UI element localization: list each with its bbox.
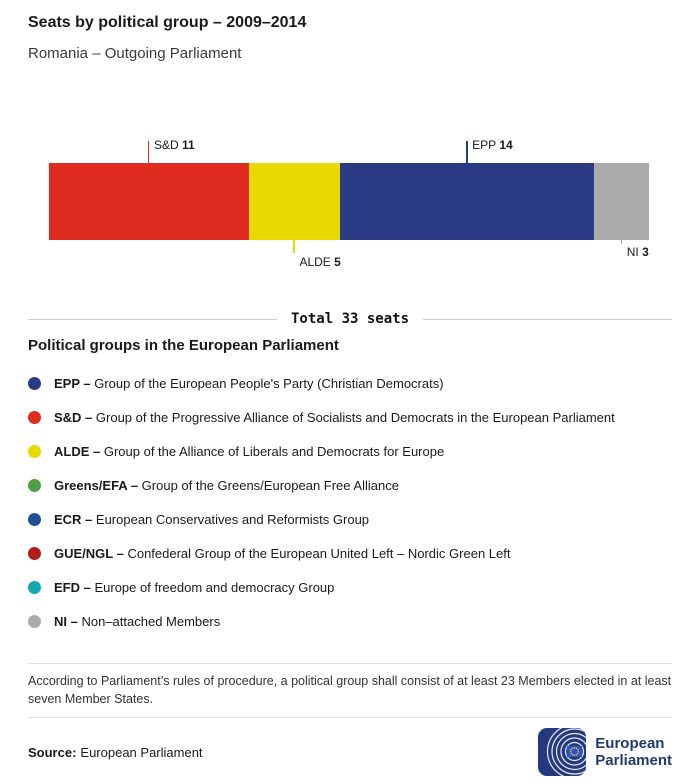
legend-item-sd bbox=[28, 400, 672, 434]
legend-dot-alde bbox=[28, 445, 41, 458]
bar-segment-alde bbox=[249, 163, 340, 240]
callout-tick-ni bbox=[621, 240, 623, 244]
legend-heading: Political groups in the European Parliament bbox=[28, 337, 339, 354]
legend-label-sd: S&D – Group of the Progressive Alliance of Socialists and Democrats in the European Parliament bbox=[54, 409, 615, 425]
legend-dot-guengl bbox=[28, 547, 41, 560]
page-title: Seats by political group – 2009–2014 bbox=[28, 14, 307, 31]
page-subtitle: Romania – Outgoing Parliament bbox=[28, 45, 242, 62]
bar-segment-epp bbox=[340, 163, 595, 240]
divider-left bbox=[28, 319, 277, 320]
ep-logo-line2: Parliament bbox=[595, 752, 672, 769]
footnote: According to Parliament’s rules of procedure, a political group shall consist of at least 23 Members elected in at least seven Member States. bbox=[28, 663, 672, 718]
bar-label-ni: NI 3 bbox=[626, 245, 649, 259]
ep-logo-icon bbox=[538, 728, 586, 776]
european-parliament-logo bbox=[538, 728, 672, 776]
legend-label-alde: ALDE – Group of the Alliance of Liberals and Democrats for Europe bbox=[54, 443, 445, 459]
bar-label-epp: EPP 14 bbox=[472, 138, 513, 152]
legend-item-epp bbox=[28, 366, 672, 400]
bar-segment-ni bbox=[594, 163, 649, 240]
legend-label-epp: EPP – Group of the European People's Party (Christian Democrats) bbox=[54, 375, 444, 391]
legend-dot-efd bbox=[28, 581, 41, 594]
source-value: European Parliament bbox=[80, 744, 203, 760]
source-label: Source: bbox=[28, 744, 77, 760]
legend-dot-greensefa bbox=[28, 479, 41, 492]
legend-item-ecr bbox=[28, 502, 672, 536]
bar-label-sd: S&D 11 bbox=[153, 138, 195, 152]
source-line bbox=[28, 745, 203, 760]
legend-label-ecr: ECR – European Conservatives and Reformists Group bbox=[54, 511, 370, 527]
legend-item-greensefa bbox=[28, 468, 672, 502]
callout-tick-alde bbox=[293, 240, 295, 253]
legend-dot-ecr bbox=[28, 513, 41, 526]
bottom-row bbox=[28, 727, 672, 777]
legend-item-efd bbox=[28, 570, 672, 604]
header bbox=[28, 14, 672, 62]
legend-list bbox=[28, 366, 672, 638]
callout-tick-sd bbox=[148, 141, 150, 163]
legend-label-efd: EFD – Europe of freedom and democracy Group bbox=[54, 579, 335, 595]
ep-logo-line1: European bbox=[595, 734, 665, 752]
legend-dot-ni bbox=[28, 615, 41, 628]
bar-segment-sd bbox=[49, 163, 249, 240]
ep-logo-text bbox=[595, 735, 672, 770]
legend-dot-sd bbox=[28, 411, 41, 424]
total-seats-label: Total 33 seats bbox=[291, 311, 410, 327]
legend-item-ni bbox=[28, 604, 672, 638]
divider-right bbox=[423, 319, 672, 320]
legend-item-alde bbox=[28, 434, 672, 468]
legend-label-ni: NI – Non–attached Members bbox=[54, 613, 221, 629]
legend-dot-epp bbox=[28, 377, 41, 390]
legend-item-guengl bbox=[28, 536, 672, 570]
legend-label-greensefa: Greens/EFA – Group of the Greens/European Free Alliance bbox=[54, 477, 399, 493]
seats-stacked-bar bbox=[49, 138, 649, 269]
callout-tick-epp bbox=[466, 141, 468, 163]
total-seats-row bbox=[28, 311, 672, 327]
legend-label-guengl: GUE/NGL – Confederal Group of the European United Left – Nordic Green Left bbox=[54, 545, 511, 561]
bar-label-alde: ALDE 5 bbox=[299, 255, 341, 269]
